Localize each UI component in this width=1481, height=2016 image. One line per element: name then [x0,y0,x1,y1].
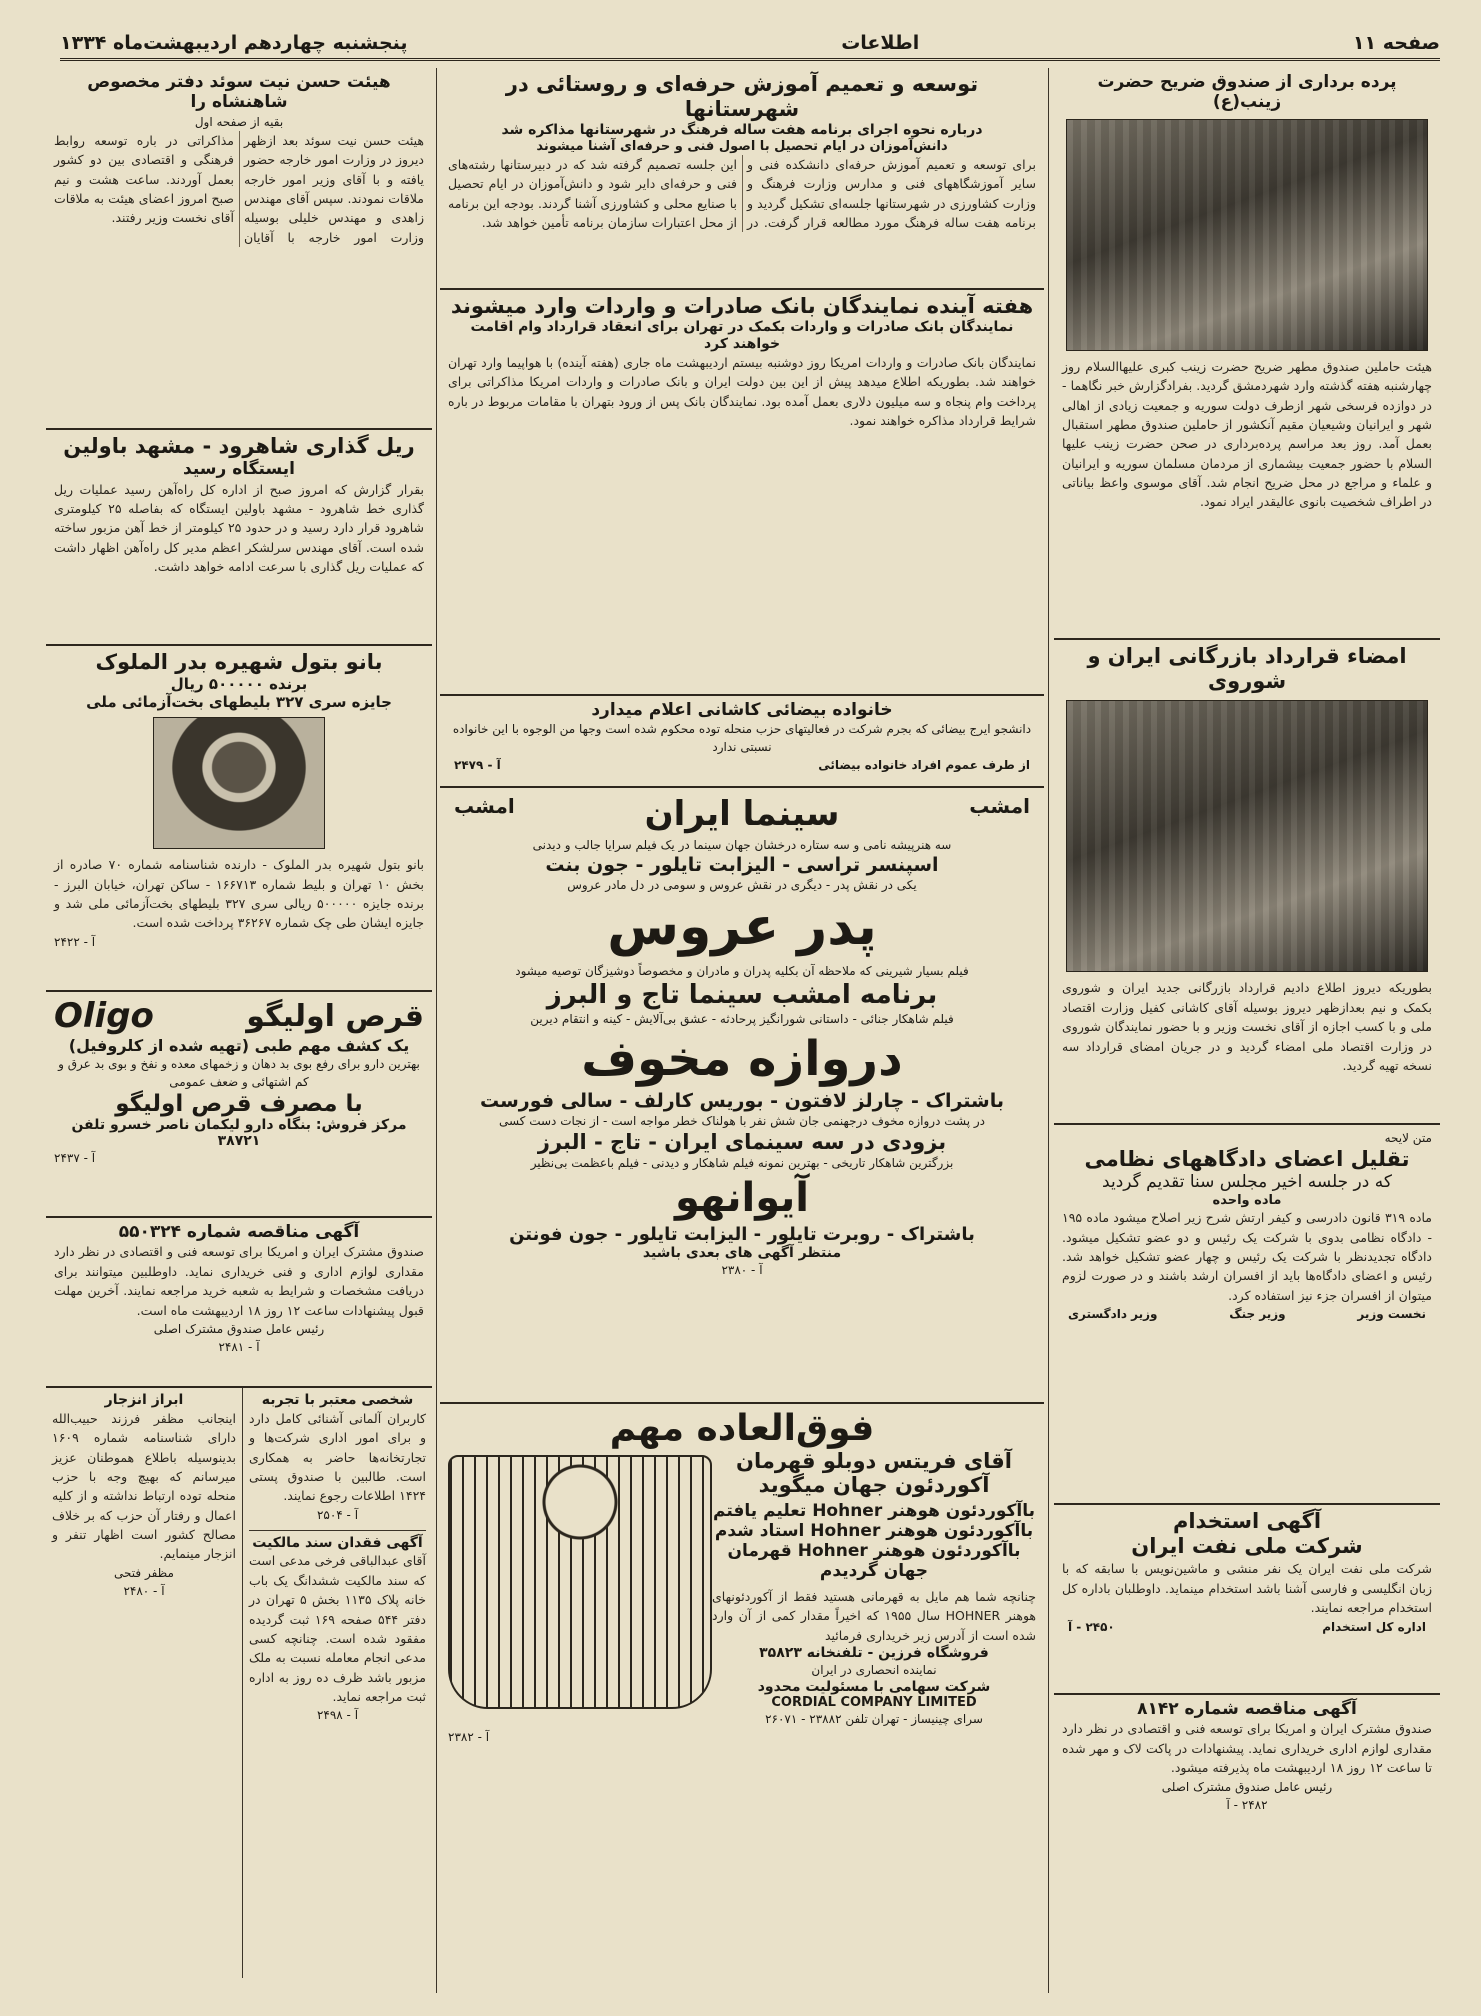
agreement-photo [1066,700,1428,972]
job-ad-headline: آگهی استخدام [1172,1509,1322,1533]
program-desc: فیلم شاهکار جنائی - داستانی شورانگیز پرحادثه - عشق بی‌آلایش - کینه و انتقام دیرین [530,1011,954,1026]
program-line: برنامه امشب سینما تاج و البرز [546,979,938,1010]
film1-title: پدر عروس [607,897,877,957]
hohner-text: چنانچه شما هم مایل به قهرمانی هستید فقط از آکوردئونهای هوهنر HOHNER سال ۱۹۵۵ که اخیراً مقدار کمی از آن وارد شده است از آدرس زیر خریداری فرمائید [712,1589,1036,1643]
hohner-brand-line: باآکوردئون هوهنر Hohner استاد شدم [714,1521,1034,1541]
hohner-company-en: CORDIAL COMPANY LIMITED [771,1695,977,1711]
family-text: دانشجو ایرج بیضائی که بجرم شرکت در فعالیتهای حزب منحله توده محکوم شده است وجها من الوجوه با این خانواده نسبتی ندارد [452,722,1032,755]
shrine-caption: پرده برداری از صندوق ضریح حضرت زینب(ع) [1097,72,1397,113]
lost-deed-headline: آگهی فقدان سند مالکیت [249,1530,426,1552]
coming-soon: بزودی در سه سینمای ایران - تاج - البرز [537,1129,947,1154]
cinema-ref: آ - ۲۳۸۰ [721,1262,763,1277]
military-text: ماده ۳۱۹ قانون دادرسی و کیفر ارتش شرح زیر اصلاح میشود ماده ۱۹۵ - دادگاه نظامی بدوی با شرکت یک رئیس و دو عضو تشکیل میشود. دادگاه تجدیدنظر با شرکت یک رئیس و چهار عضو تشکیل خواهد شد. رئیس و اعضای دادگاه‌ها باید از افسران ارشد باشند و در صورت لزوم میتوان از افسران جزء نیز استفاده کرد. [1062,1210,1432,1303]
signatory: وزیر جنگ [1229,1307,1286,1322]
lottery-article [46,646,432,992]
tender-ad [1054,1695,1440,1885]
job-ad-ref: ۲۴۵۰ - آ [1068,1619,1115,1634]
vocational-subhead-2: دانش‌آموزان در ایام تحصیل با اصول فنی و حرفه‌ای آشنا میشوند [536,139,948,155]
rail-headline: ریل گذاری شاهرود - مشهد باولین [63,434,415,458]
military-headline: تقلیل اعضای دادگاههای نظامی [1084,1147,1410,1171]
agreement-text: بطوریکه دیروز اطلاع دادیم قرارداد بازرگانی جدید ایران و شوروی بکمک و نیم بعدازظهر دیروز بوسیله آقای کاشانی کفیل وزارت اقتصاد ملی و با کسب اجازه از آقای نخست وزیر و با حضور نمایندگان شوروی در وزارت اقتصاد ملی امضاء گردید و در جریان امضای قرارداد سه نسخه تهیه گردید. [1062,980,1432,1073]
oligo-headline: قرص اولیگو [246,998,424,1034]
classifieds [46,1388,432,1978]
hohner-company-fa: شرکت سهامی با مسئولیت محدود [757,1679,991,1696]
rail-text: بقرار گزارش که امروز صبح از اداره کل راه‌آهن رسید عملیات ریل گذاری خط شاهرود - مشهد باولین ایستگاه که بفاصله ۲۵ کیلومتری شاهرود قرار دارد رسید و در حدود ۲۵ کیلومتر از خط آهن مزبور ساخته شده است. آقای مهندس سرلشکر اعظم مدیر کل راه‌آهن اظهار داشت که عملیات ریل گذاری با سرعت ادامه خواهد داشت. [54,481,424,575]
bank-headline: هفته آینده نمایندگان بانک صادرات و واردات وارد میشوند [450,294,1034,318]
hohner-rep: نماینده انحصاری در ایران [811,1663,937,1678]
person-ad-headline: شخصی معتبر با تجربه [261,1392,414,1408]
job-ad-text: شرکت ملی نفت ایران یک نفر منشی و ماشین‌نویس با سابقه که با زبان انگلیسی و فارسی آشنا باشد استخدام مینماید. داوطلبان باداره کل استخدام مراجعه نمایند. [1062,1561,1432,1616]
lottery-prize: برنده ۵۰۰۰۰۰ ریال [170,675,308,694]
film2-desc: در پشت دروازه مخوف درجهنمی جان شش نفر با هولناک خطر مواجه است - از نجات دست کسی [498,1113,986,1128]
oligo-store: مرکز فروش: بنگاه دارو لیکمان ناصر خسرو تلفن ۳۸۷۲۱ [71,1117,407,1149]
classified-column [46,1388,242,1978]
bank-article [440,290,1044,696]
hohner-body [448,1449,1036,1728]
disown-sign: مظفر فتحی [114,1565,174,1580]
hohner-copy [712,1449,1036,1728]
hohner-illustration [448,1449,712,1728]
family-footer [448,756,1036,774]
signatory: نخست وزیر [1357,1307,1426,1322]
oligo-use: با مصرف قرص اولیگو [115,1091,363,1117]
bank-subhead: نمایندگان بانک صادرات و واردات بکمک در تهران برای انعقاد قرارداد وام اقامت خواهند کرد [470,319,1014,352]
rail-subhead: ایستگاه رسید [183,459,295,480]
coming-desc: بزرگترین شاهکار تاریخی - بهترین نمونه فیلم شاهکار و دیدنی - فیلم باعظمت بی‌نظیر [530,1155,954,1170]
lottery-series: جایزه سری ۳۲۷ بلیطهای بخت‌آزمائی ملی [86,693,392,712]
cinema-header [448,792,1036,836]
film3-stars: باشتراک - روبرت تایلور - الیزابت تایلور - جون فونتن [509,1223,975,1245]
vocational-headline: توسعه و تعمیم آموزش حرفه‌ای و روستائی در شهرستانها [505,72,979,122]
film3-note: منتظر آگهی های بعدی باشید [642,1244,842,1261]
vocational-text: برای توسعه و تعمیم آموزش حرفه‌ای دانشکده فنی و سایر آموزشگاههای فنی و مدارس وزارت فرهنگ و وزارت کشاورزی در شهرستانها جلسه‌ای تشکیل گردید و برنامه هفت ساله فرهنگ مورد مطالعه قرار گرفت. در این جلسه تصمیم گرفته شد که در دبیرستانها رشته‌های فنی و حرفه‌ای دایر شود و دانش‌آموزان در ایام تحصیل با صنایع محلی و کشاورزی آشنا گردند. بودجه این برنامه از محل اعتبارات سازمان برنامه تأمین خواهد شد. [448,156,1036,230]
disown-ref: آ - ۲۴۸۰ [123,1583,165,1598]
sweden-headline: هیئت حسن نیت سوئد دفتر مخصوص شاهنشاه را [87,72,391,113]
military-subhead: که در جلسه اخیر مجلس سنا تقدیم گردید [1102,1172,1392,1193]
column-rule [1048,68,1049,1993]
film1-roles: یکی در نقش پدر - دیگری در نقش عروس و سومی در دل مادر عروس [567,878,917,892]
family-sign: از طرف عموم افراد خانواده بیضائی [818,758,1030,773]
cinema-ad [440,788,1044,1404]
lottery-ref: آ - ۲۴۲۲ [54,934,96,949]
film1-stars: اسپنسر تراسی - الیزابت تایلور - جون بنت [545,854,939,876]
hohner-line1: آقای فریتس دوبلو قهرمان [736,1449,1012,1473]
lottery-headline: بانو بتول شهیره بدر الملوک [95,650,383,674]
trade-agreement-article [1054,640,1440,1125]
hohner-store: فروشگاه فرزین - تلفنخانه ۳۵۸۲۳ [759,1645,989,1662]
signatories [1062,1305,1432,1323]
film1-desc: فیلم بسیار شیرینی که ملاحظه آن بکلیه پدران و مادران و مخصوصاً دوشیزگان توصیه میشود [515,963,969,978]
right-column [1054,68,1440,1885]
tender2-headline: آگهی مناقصه شماره ۵۵۰۳۲۴ [118,1222,360,1242]
oligo-header [54,996,424,1036]
shrine-photo [1066,119,1428,351]
cinema-intro: سه هنرپیشه نامی و سه ستاره درخشان جهان سینما در یک فیلم سرایا جالب و دیدنی [532,838,952,852]
oligo-ad [46,992,432,1218]
film2-title: دروازه مخوف [581,1030,903,1087]
column-rule [436,68,437,1993]
tender-ref: ۲۴۸۲ - آ [1226,1797,1268,1812]
job-ad-dept: اداره کل استخدام [1322,1619,1426,1634]
lost-deed-ref: آ - ۲۴۹۸ [316,1708,359,1723]
tender2-sign: رئیس عامل صندوق مشترک اصلی [153,1321,325,1336]
disown-headline: ابراز انزجار [104,1392,184,1408]
film3-title: آیوانهو [674,1174,810,1221]
hohner-address: سرای چینیساز - تهران تلفن ۲۳۸۸۲ - ۲۶۰۷۱ [765,1712,983,1727]
classified-column [242,1388,432,1978]
tender-headline: آگهی مناقصه شماره ۸۱۴۲ [1137,1699,1357,1719]
oligo-latin: Oligo [54,996,154,1036]
tender2-ad [46,1218,432,1388]
masthead [60,28,1440,61]
family-notice [440,696,1044,788]
job-ad-footer [1062,1618,1432,1636]
sweden-continued: بقیه از صفحه اول [194,114,284,129]
family-ref: آ - ۲۴۷۹ [454,758,501,773]
agreement-headline: امضاء قرارداد بازرگانی ایران و شوروی [1087,644,1407,694]
tender-sign: رئیس عامل صندوق مشترک اصلی [1161,1779,1333,1794]
job-ad [1054,1505,1440,1695]
hohner-ad [440,1404,1044,1982]
signatory: وزیر دادگستری [1068,1307,1158,1322]
family-headline: خانواده بیضائی کاشانی اعلام میدارد [591,700,893,720]
oligo-text: بهترین دارو برای رفع بوی بد دهان و زخمهای معده و نفخ و بوی بد عرق و کم اشتهائی و ضعف عمومی [58,1057,420,1089]
military-courts-article [1054,1125,1440,1505]
lottery-text: بانو بتول شهیره بدر الملوک - دارنده شناسنامه شماره ۷۰ صادره از بخش ۱۰ تهران و بلیط شماره ۱۶۶۷۱۳ - ساکن تهران، خیابان البرز - برنده جایزه ۵۰۰۰۰۰ ریالی سری ۳۲۷ بلیطهای بخت‌آزمائی ملی شد و جایزه ایشان طی چک شماره ۳۶۲۶۷ پرداخت شده است. [54,857,425,931]
hohner-brand-line: باآکوردئون هوهنر Hohner تعلیم یافتم [712,1501,1036,1521]
sweden-article [46,68,432,430]
left-column [46,68,432,1978]
accordion-illustration [448,1455,712,1709]
vocational-article [440,68,1044,290]
shrine-text: هیئت حاملین صندوق مطهر ضریح حضرت زینب کبری علیهاالسلام روز چهارشنبه هفته گذشته وارد شهردمشق گردید. بفرادگزارش خبر نگاهما - در دوازده فرسخی شهر ازطرف دولت سوریه و جمعیت زیادی از اهالی شهر و ایرانیان وشیعیان مقیم آنکشور از حاملین صندوق مطهر استقبال بعمل آمد. روز بعد مراسم پرده‌برداری در صحن حضرت زینب علیها السلام با حضور جمعیت بیشماری از مردمان مسلمان سوریه و ایرانیان و علماء و مراجع در محل ضریح انجام شد. آقای موسوی واعظ بیاناتی در اطراف شخصیت بانوی عالیقدر ایراد نمود. [1062,358,1432,510]
cinema-title: سینما ایران [644,794,840,834]
hohner-brand-line: باآکوردئون هوهنر Hohner قهرمان جهان گردیدم [727,1541,1021,1581]
sweden-text: هیئت حسن نیت سوئد بعد ازظهر دیروز در وزارت امور خارجه حضور یافته و با آقای وزیر امور خارجه ملاقات نمودند. سپس آقای مهندس زاهدی و مهندس خلیلی بوسیله وزارت امور خارجه با آقایان مذاکراتی در باره توسعه روابط فرهنگی و اقتصادی بین دو کشور بعمل آوردند. ساعت هشت و نیم صبح امروز اعضای هیئت به ملاقات آقای نخست وزیر رفتند. [54,132,424,245]
page-number: صفحه ۱۱ [1352,32,1440,54]
shrine-article [1054,68,1440,640]
railway-article [46,430,432,646]
disown-text: اینجانب مظفر فرزند حبیب‌الله دارای شناسنامه شماره ۱۶۰۹ بدینوسیله باطلاع هموطنان عزیز میرسانم که بهیچ وجه با حزب منحله توده ارتباط نداشته و از کلیه اعمال و رفتار آن حزب که بر خلاف مصالح کشور است اظهار تنفر و انزجار مینمایم. [52,1410,236,1562]
job-ad-company: شرکت ملی نفت ایران [1131,1534,1363,1559]
cinema-tonight: امشب [454,794,515,818]
tender-text: صندوق مشترک ایران و امریکا برای توسعه فنی و اقتصادی در نظر دارد مقداری لوازم اداری خریداری نماید. پیشنهادات در پاکت لاک و مهر شده تا ساعت ۱۲ روز ۱۸ اردیبهشت ماه پذیرفته میشود. [1062,1721,1432,1776]
article-label: ماده واحده [1212,1192,1282,1208]
middle-column [440,68,1044,1982]
person-ad-ref: آ - ۲۵۰۴ [316,1507,359,1522]
bill-label: متن لایحه [1384,1131,1432,1145]
hohner-ref: آ - ۲۳۸۲ [448,1730,490,1745]
hohner-headline: فوق‌العاده مهم [609,1408,875,1449]
cinema-tonight: امشب [969,794,1030,818]
lost-deed-text: آقای عبدالباقی فرخی مدعی است که سند مالکیت ششدانگ یک باب خانه پلاک ۱۱۳۵ بخش ۵ تهران در دفتر ۵۴۴ صفحه ۱۶۹ ثبت گردیده مفقود شده است. چنانچه کسی مدعی انجام معامله نسبت به ملک مزبور باشد ظرف ده روز به اداره ثبت مراجعه نماید. [249,1553,426,1705]
film2-stars: باشتراک - چارلز لافتون - بوریس کارلف - سالی فورست [479,1089,1004,1112]
bank-text: نمایندگان بانک صادرات و واردات امریکا روز دوشنبه بیستم اردیبهشت ماه جاری (هفته آینده) با هواپیما وارد تهران خواهند شد. بطوریکه اطلاع میدهد پیش از این بین دولت ایران و بانک صادرات و واردات امریکا مذاکراتی برای پرداخت وام پنجاه و سه میلیون دلاری بعمل آمده بود. نمایندگان بانک پس از ورود بتهران با مقامات مربوط در باره شرایط قرارداد مذاکره خواهند نمود. [448,354,1036,428]
oligo-subhead: یک کشف مهم طبی (تهیه شده از کلروفیل) [68,1036,410,1055]
paper-name: اطلاعات [841,32,920,54]
issue-date: پنجشنبه چهاردهم اردیبهشت‌ماه ۱۳۳۴ [60,32,408,54]
winner-portrait [153,717,325,849]
tender2-ref: آ - ۲۴۸۱ [218,1339,260,1354]
hohner-line2: آکوردئون جهان میگوید [758,1473,990,1497]
vocational-subhead: درباره نحوه اجرای برنامه هفت ساله فرهنگ در شهرستانها مذاکره شد [501,122,983,139]
tender2-text: صندوق مشترک ایران و امریکا برای توسعه فنی و اقتصادی در نظر دارد مقداری لوازم اداری و فنی خریداری نماید. داوطلبین میتوانند برای دریافت مشخصات و شرایط به شعبه خرید مراجعه نمایند. آخرین مهلت قبول پیشنهادات ساعت ۱۲ روز ۱۸ اردیبهشت ماه است. [54,1244,424,1318]
person-ad-text: کاربران آلمانی آشنائی کامل دارد و برای امور اداری شرکت‌ها و تجارتخانه‌ها حاضر به همکاری است. طالبین با صندوق پستی ۱۴۲۴ اطلاعات رجوع نمایند. [249,1410,426,1504]
oligo-ref: آ - ۲۴۳۷ [54,1151,96,1165]
